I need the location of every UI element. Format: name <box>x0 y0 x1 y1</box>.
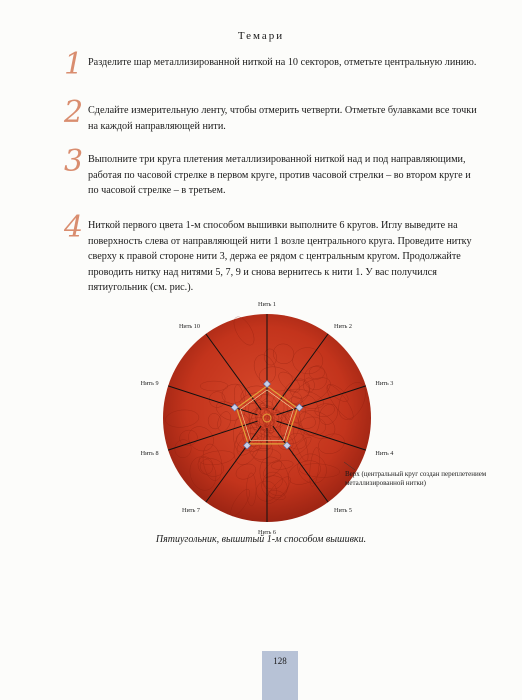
step-text: Ниткой первого цвета 1-м способом вышивки выполните 6 кругов. Иглу выведите на поверхность слева от направляющей нити 1 возле центрального круга. Проведите нитку сверху к правой стороне нити 3, держа ее рядом с центральным кругом. Продолжайте проводить нитку над нитями 5, 7, 9 и снова вернитесь к нити 1. У вас получился пятиугольник (см. рис.). <box>88 220 472 293</box>
thread-label-3: Нить 3 <box>375 379 394 387</box>
step-number: 3 <box>64 144 84 179</box>
thread-label-7: Нить 7 <box>182 507 200 515</box>
page-header: Темари <box>237 30 285 42</box>
figure-caption: Пятиугольник, вышитый 1-м способом вышивки. <box>155 534 367 545</box>
step-number: 1 <box>64 47 84 82</box>
temari-figure <box>120 300 500 536</box>
thread-label-5: Нить 5 <box>334 507 352 515</box>
step-number: 4 <box>64 210 84 245</box>
thread-label-8: Нить 8 <box>140 450 159 458</box>
step-number: 2 <box>64 95 84 130</box>
thread-label-2: Нить 2 <box>334 322 352 330</box>
thread-label-10: Нить 10 <box>178 322 200 330</box>
step-text: Сделайте измерительную ленту, чтобы отмерить четверти. Отметьте булавками все точки на каждой направляющей нити. <box>88 105 477 132</box>
thread-label-6: Нить 6 <box>258 529 276 536</box>
thread-label-4: Нить 4 <box>375 450 394 458</box>
step-text: Выполните три круга плетения металлизированной ниткой над и под направляющими, работая по часовой стрелке в первом круге, против часовой стрелки – во втором круге и по часовой стрелке – в третьем. <box>88 154 471 196</box>
thread-label-9: Нить 9 <box>140 379 159 387</box>
page-number: 128 <box>262 651 298 700</box>
thread-label-1: Нить 1 <box>258 301 276 308</box>
figure-note: Верх (центральный круг создан переплетением металлизированной нитки) <box>345 470 487 487</box>
step-text: Разделите шар металлизированной ниткой на 10 секторов, отметьте центральную линию. <box>88 57 477 68</box>
temari-diagram <box>120 300 500 536</box>
